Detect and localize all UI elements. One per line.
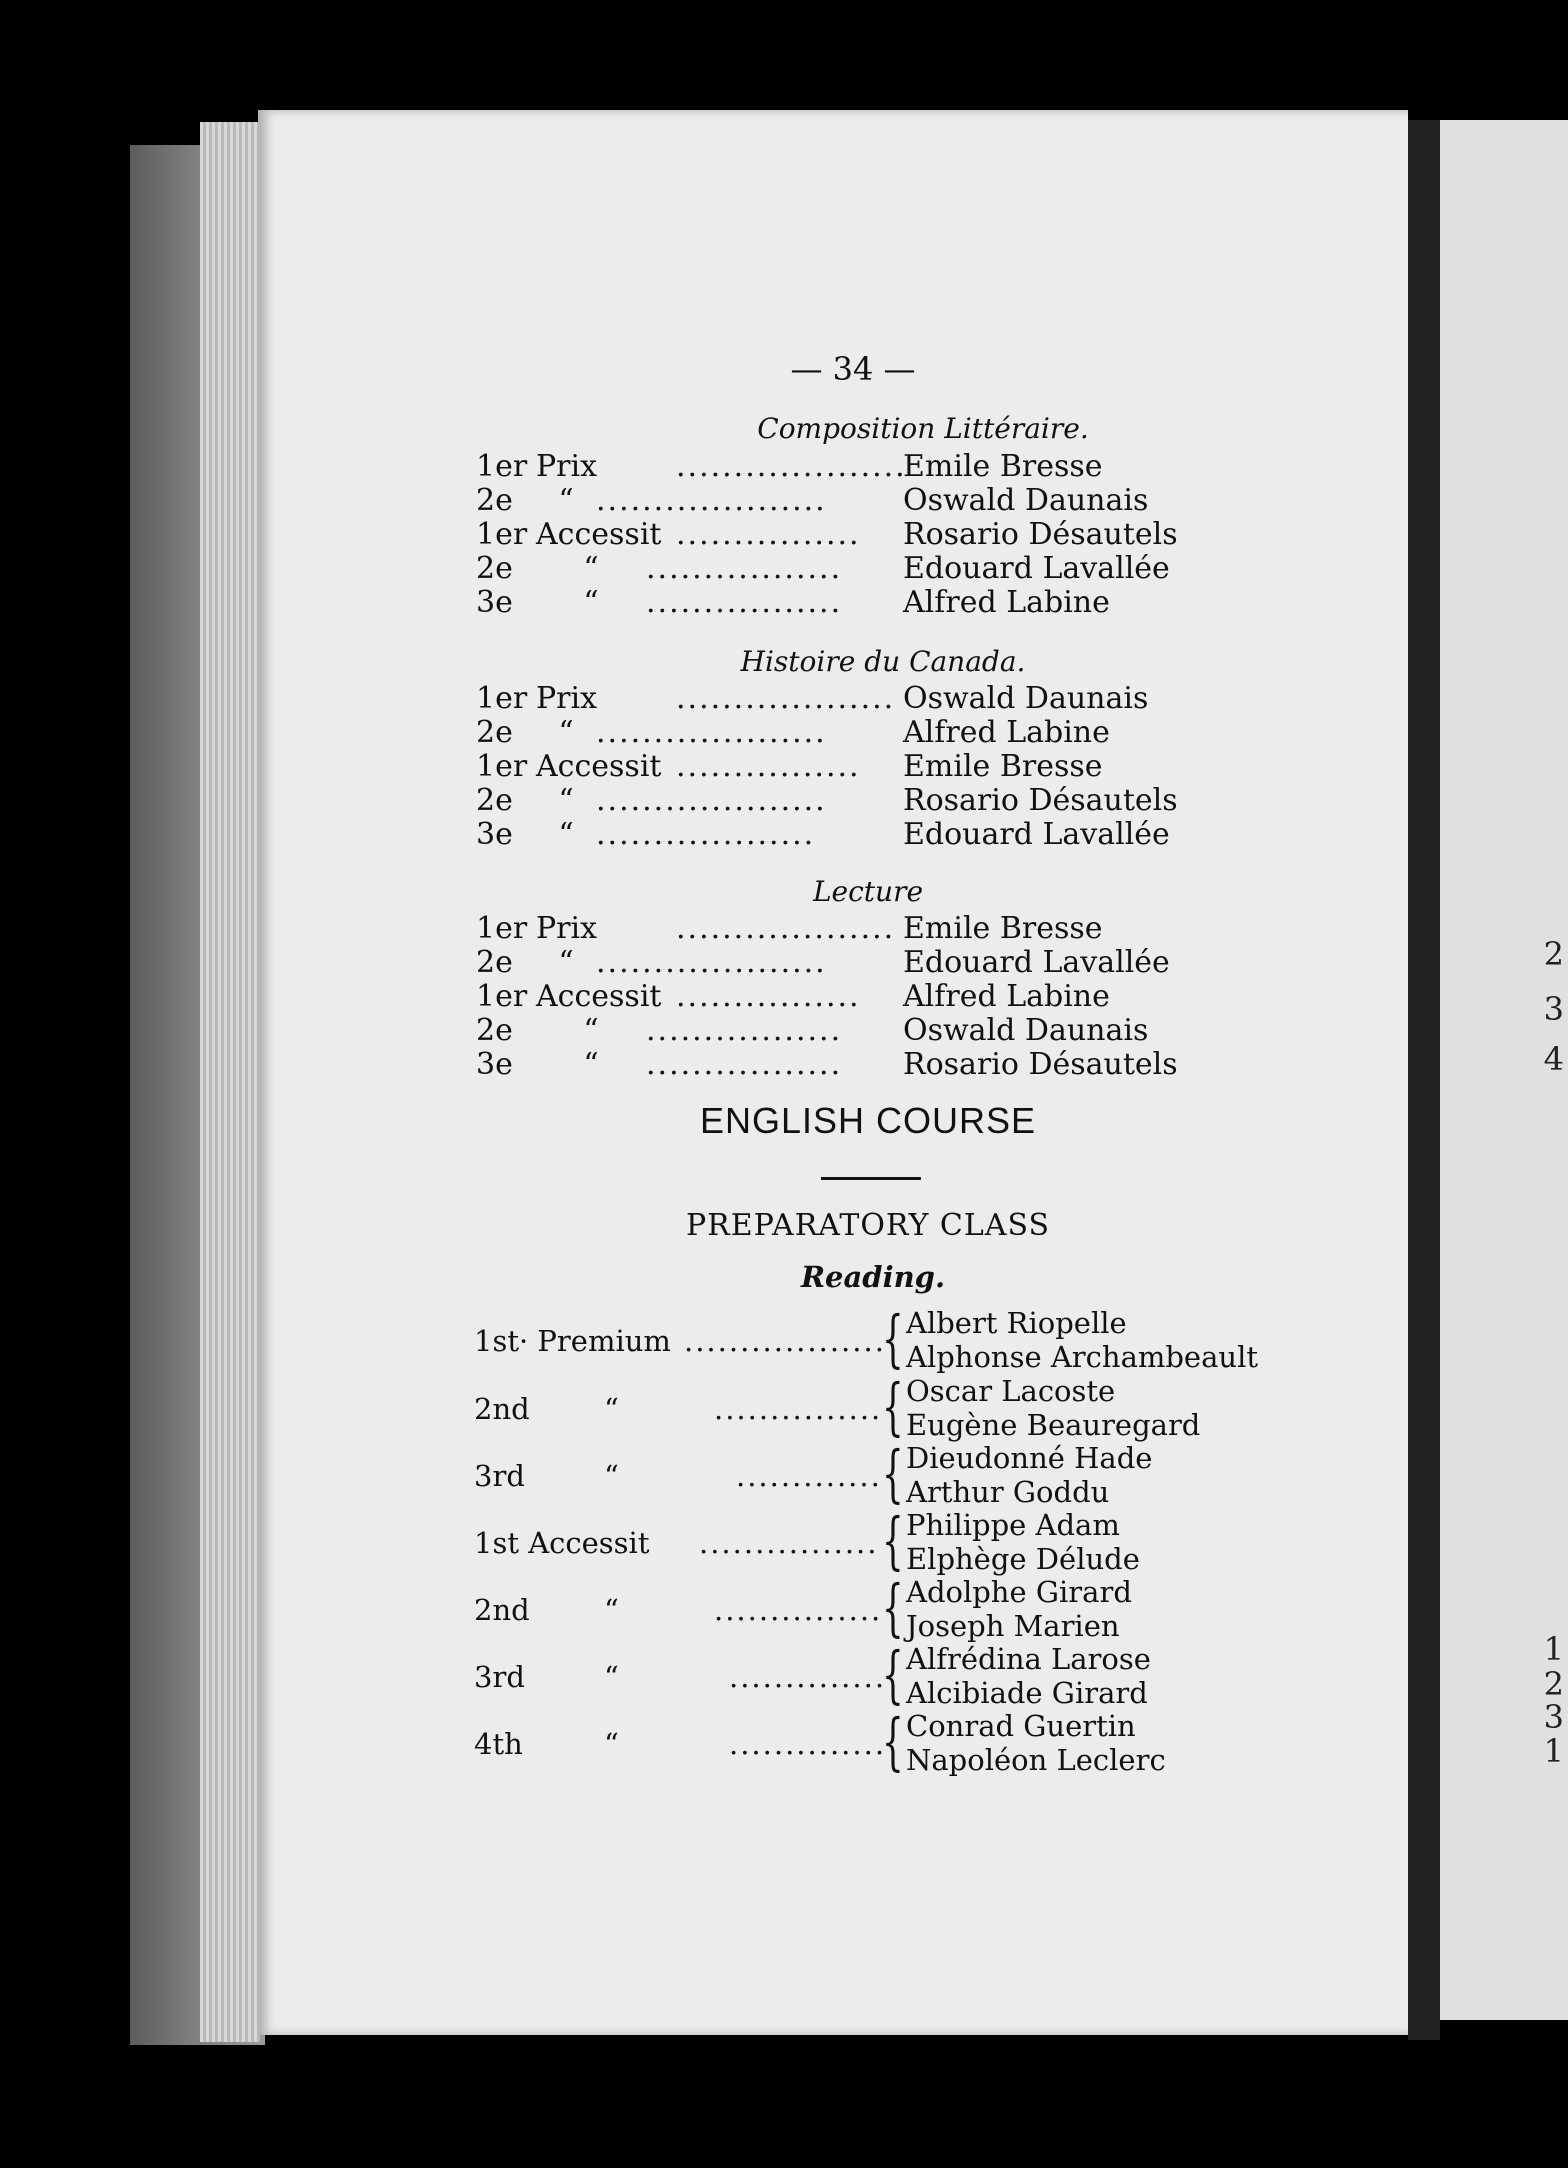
leader-dots: ............... (714, 1392, 883, 1426)
list-item (476, 586, 1236, 620)
awardee-name: Oscar Lacoste (906, 1374, 1116, 1408)
leader-dots: ............... (714, 1593, 883, 1627)
leader-dots: .................... (596, 783, 827, 818)
brace: { (882, 1437, 904, 1510)
awardee-name: Conrad Guertin (906, 1709, 1136, 1743)
award-rank: 3rd (474, 1459, 525, 1493)
awardee-name: Arthur Goddu (906, 1475, 1110, 1509)
leader-dots: ................... (676, 911, 896, 946)
leader-dots: ................. (646, 1047, 843, 1082)
ditto-mark: “ (583, 1047, 599, 1082)
entry-name: Edouard Lavallée (903, 551, 1170, 586)
award-group (474, 1302, 1374, 1376)
leader-dots: ................ (676, 517, 861, 552)
facing-page-edge (1440, 120, 1568, 2020)
leader-dots: .................... (596, 945, 827, 980)
entry-name: Emile Bresse (903, 911, 1103, 946)
leader-dots: ................. (646, 551, 843, 586)
leader-dots: ............. (736, 1459, 882, 1493)
page-number-text: — 34 — (790, 350, 916, 388)
entry-label: Prix (536, 681, 598, 716)
awardee-name: Alfrédina Larose (906, 1642, 1151, 1676)
leader-dots: ................. (646, 1013, 843, 1048)
award-group (474, 1370, 1374, 1444)
entry-label: Accessit (536, 979, 662, 1014)
list-item (476, 450, 1236, 484)
facing-page-digit: 1 (1543, 1630, 1564, 1668)
award-rank: 2nd (474, 1593, 530, 1627)
brace: { (882, 1638, 904, 1711)
leader-dots: .................. (684, 1324, 886, 1358)
entry-rank: 1er (476, 749, 528, 784)
leader-dots: .............. (729, 1727, 887, 1761)
facing-page-digit: 3 (1543, 990, 1564, 1028)
course-heading: ENGLISH COURSE (699, 1100, 1037, 1141)
entry-name: Oswald Daunais (903, 483, 1149, 518)
leader-dots: ................ (676, 979, 861, 1014)
ditto-mark: “ (558, 945, 574, 980)
facing-page-digit: 2 (1543, 1665, 1564, 1703)
list-item (476, 682, 1236, 716)
brace: { (882, 1504, 904, 1577)
book-gutter (1408, 120, 1440, 2040)
list-item (476, 484, 1236, 518)
ditto-mark: “ (583, 585, 599, 620)
entry-name: Rosario Désautels (903, 517, 1178, 552)
facing-page-digit: 3 (1543, 1698, 1564, 1736)
list-item (476, 946, 1236, 980)
divider (821, 1177, 921, 1180)
awardee-name: Philippe Adam (906, 1508, 1120, 1542)
entry-rank: 1er (476, 449, 528, 484)
entry-rank: 3e (476, 585, 513, 620)
award-group (474, 1638, 1374, 1712)
awardee-name: Joseph Marien (906, 1609, 1120, 1643)
leader-dots: ................... (596, 817, 816, 852)
ditto-mark: “ (604, 1593, 619, 1627)
ditto-mark: “ (558, 817, 574, 852)
section-heading-histoire: Histoire du Canada. (740, 645, 1026, 678)
class-heading: PREPARATORY CLASS (685, 1208, 1051, 1243)
section-heading-composition: Composition Littéraire. (757, 412, 1089, 445)
list-item (476, 818, 1236, 852)
entry-name: Edouard Lavallée (903, 817, 1170, 852)
list-item (476, 1014, 1236, 1048)
list-item (476, 552, 1236, 586)
entry-label: Prix (536, 449, 598, 484)
ditto-mark: “ (583, 1013, 599, 1048)
awardee-name: Dieudonné Hade (906, 1441, 1153, 1475)
brace: { (882, 1302, 904, 1375)
entry-name: Emile Bresse (903, 449, 1103, 484)
ditto-mark: “ (604, 1660, 619, 1694)
list-item (476, 980, 1236, 1014)
entry-name: Emile Bresse (903, 749, 1103, 784)
leader-dots: .................... (596, 715, 827, 750)
entry-rank: 3e (476, 1047, 513, 1082)
award-group (474, 1437, 1374, 1511)
entry-rank: 1er (476, 979, 528, 1014)
entry-rank: 2e (476, 783, 513, 818)
awardee-name: Adolphe Girard (906, 1575, 1132, 1609)
section-heading-lecture: Lecture (812, 875, 924, 908)
facing-page-digit: 2 (1543, 935, 1564, 973)
entry-rank: 3e (476, 817, 513, 852)
list-item (476, 784, 1236, 818)
page-stack-edge (200, 122, 260, 2042)
brace: { (882, 1705, 904, 1778)
entry-label: Prix (536, 911, 598, 946)
list-item (476, 912, 1236, 946)
document-page (258, 110, 1408, 2035)
page-number (258, 350, 1408, 388)
award-rank: 1st· Premium (474, 1324, 671, 1358)
list-item (476, 716, 1236, 750)
ditto-mark: “ (558, 483, 574, 518)
ditto-mark: “ (604, 1392, 619, 1426)
entry-name: Rosario Désautels (903, 783, 1178, 818)
award-rank: 4th (474, 1727, 523, 1761)
entry-name: Alfred Labine (903, 585, 1110, 620)
leader-dots: ................. (646, 585, 843, 620)
list-item (476, 1048, 1236, 1082)
leader-dots: .................... (676, 449, 907, 484)
ditto-mark: “ (558, 715, 574, 750)
entry-rank: 2e (476, 945, 513, 980)
award-rank: 1st Accessit (474, 1526, 650, 1560)
ditto-mark: “ (583, 551, 599, 586)
ditto-mark: “ (558, 783, 574, 818)
entry-rank: 1er (476, 681, 528, 716)
leader-dots: .............. (729, 1660, 887, 1694)
awardee-name: Elphège Délude (906, 1542, 1140, 1576)
entry-rank: 2e (476, 1013, 513, 1048)
entry-rank: 2e (476, 715, 513, 750)
leader-dots: ................ (676, 749, 861, 784)
entry-name: Alfred Labine (903, 715, 1110, 750)
facing-page-digit: 4 (1543, 1040, 1564, 1078)
entry-name: Rosario Désautels (903, 1047, 1178, 1082)
awardee-name: Alphonse Archambeault (906, 1340, 1258, 1374)
leader-dots: ................... (676, 681, 896, 716)
awardee-name: Napoléon Leclerc (906, 1743, 1166, 1777)
award-group (474, 1705, 1374, 1779)
brace: { (882, 1370, 904, 1443)
award-rank: 3rd (474, 1660, 525, 1694)
entry-rank: 1er (476, 517, 528, 552)
award-group (474, 1504, 1374, 1578)
brace: { (882, 1571, 904, 1644)
ditto-mark: “ (604, 1727, 619, 1761)
awardee-name: Eugène Beauregard (906, 1408, 1201, 1442)
leader-dots: .................... (596, 483, 827, 518)
list-item (476, 750, 1236, 784)
entry-label: Accessit (536, 749, 662, 784)
entry-name: Edouard Lavallée (903, 945, 1170, 980)
entry-rank: 2e (476, 551, 513, 586)
awardee-name: Alcibiade Girard (906, 1676, 1148, 1710)
subject-heading: Reading. (800, 1260, 946, 1294)
entry-name: Alfred Labine (903, 979, 1110, 1014)
awardee-name: Albert Riopelle (906, 1306, 1127, 1340)
award-group (474, 1571, 1374, 1645)
entry-rank: 1er (476, 911, 528, 946)
list-item (476, 518, 1236, 552)
ditto-mark: “ (604, 1459, 619, 1493)
leader-dots: ................ (699, 1526, 879, 1560)
entry-name: Oswald Daunais (903, 1013, 1149, 1048)
entry-label: Accessit (536, 517, 662, 552)
facing-page-digit: 1 (1543, 1732, 1564, 1770)
entry-name: Oswald Daunais (903, 681, 1149, 716)
entry-rank: 2e (476, 483, 513, 518)
award-rank: 2nd (474, 1392, 530, 1426)
